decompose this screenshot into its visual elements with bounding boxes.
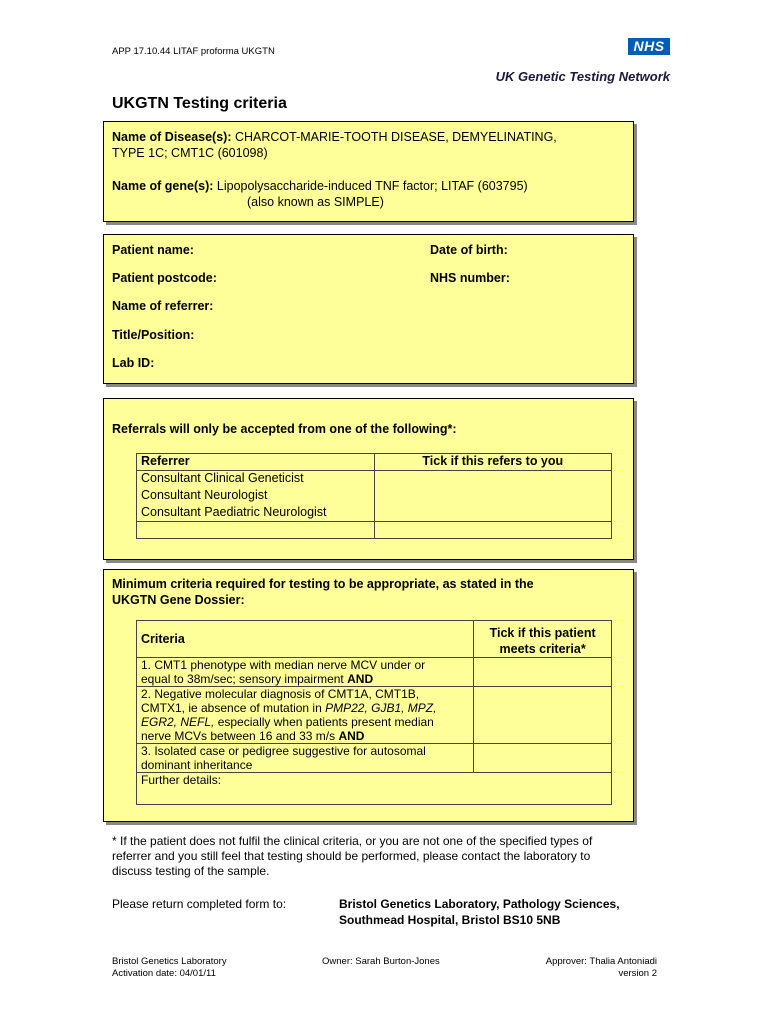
criterion-1 (137, 658, 474, 687)
table-row (137, 488, 612, 505)
network-name: UK Genetic Testing Network (495, 69, 670, 84)
disease-value-line-2: TYPE 1C; CMT1C (601098) (112, 146, 268, 160)
table-row (137, 744, 612, 773)
gene-label: Name of gene(s): (112, 179, 214, 193)
referrer-paediatric-neurologist: Consultant Paediatric Neurologist (137, 505, 375, 522)
note-line-1: * If the patient does not fulfil the clinical criteria, or you are not one of the specified types of (112, 834, 593, 848)
gene-line (112, 179, 528, 194)
criterion-2-line-3: EGR2, NEFL, especially when patients present median (141, 715, 434, 729)
criteria-heading-line-2: UKGTN Gene Dossier: (112, 593, 245, 607)
tick-column-header: Tick if this refers to you (374, 454, 611, 471)
tick-header-line-1: Tick if this patient (489, 626, 596, 640)
tick-cell-blank-row[interactable] (374, 522, 611, 539)
criteria-box (103, 569, 634, 822)
table-header-row (137, 454, 612, 471)
disease-label: Name of Disease(s): (112, 130, 232, 144)
table-header-row (137, 621, 612, 658)
criterion-1-line-1: 1. CMT1 phenotype with median nerve MCV under or (141, 658, 426, 672)
table-row (137, 773, 612, 805)
return-address-line-2: Southmead Hospital, Bristol BS10 5NB (339, 913, 561, 927)
referrer-table (136, 453, 612, 539)
tick-cell-criterion-2[interactable] (474, 687, 612, 744)
referrer-name-field[interactable]: Name of referrer: (112, 299, 214, 313)
and-connector: AND (338, 729, 365, 743)
nhs-number-field[interactable]: NHS number: (430, 271, 510, 285)
criterion-2-line-1: 2. Negative molecular diagnosis of CMT1A, CMT1B, (141, 687, 420, 701)
tick-cell-criterion-1[interactable] (474, 658, 612, 687)
tick-cell-paediatric-neurologist[interactable] (374, 505, 611, 522)
referrals-box (103, 398, 634, 560)
patient-postcode-field[interactable]: Patient postcode: (112, 271, 217, 285)
criterion-2 (137, 687, 474, 744)
footer-owner: Owner: Sarah Burton-Jones (322, 956, 440, 967)
table-row (137, 658, 612, 687)
referrer-clinical-geneticist: Consultant Clinical Geneticist (137, 471, 375, 488)
further-details-field[interactable]: Further details: (137, 773, 612, 805)
footer-lab: Bristol Genetics Laboratory (112, 956, 227, 967)
criteria-column-header: Criteria (137, 621, 474, 658)
footer-activation-date: Activation date: 04/01/11 (112, 968, 216, 979)
referrer-blank-row (137, 522, 375, 539)
return-address-line-1: Bristol Genetics Laboratory, Pathology Sciences, (339, 897, 620, 911)
lab-id-field[interactable]: Lab ID: (112, 356, 155, 370)
date-of-birth-field[interactable]: Date of birth: (430, 243, 508, 257)
patient-details-box (103, 234, 634, 384)
criteria-table (136, 620, 612, 805)
note-line-3: discuss testing of the sample. (112, 864, 270, 878)
referrals-heading: Referrals will only be accepted from one of the following*: (112, 422, 457, 436)
table-row (137, 522, 612, 539)
table-row (137, 687, 612, 744)
referrer-column-header: Referrer (137, 454, 375, 471)
nhs-logo: NHS (628, 38, 670, 55)
page-title: UKGTN Testing criteria (112, 95, 287, 112)
tick-header-line-2: meets criteria* (499, 642, 586, 656)
table-row (137, 471, 612, 488)
criterion-2-line-4: nerve MCVs between 16 and 33 m/s AND (141, 729, 365, 743)
footer-version: version 2 (618, 968, 657, 979)
disease-line-1 (112, 130, 557, 145)
note-line-2: referrer and you still feel that testing should be performed, please contact the laboratory to (112, 849, 591, 863)
tick-cell-criterion-3[interactable] (474, 744, 612, 773)
criterion-3 (137, 744, 474, 773)
criteria-heading-line-1: Minimum criteria required for testing to be appropriate, as stated in the (112, 577, 534, 591)
gene-aka: (also known as SIMPLE) (247, 195, 384, 209)
footer-approver: Approver: Thalia Antoniadi (545, 956, 657, 967)
criterion-3-line-2: dominant inheritance (141, 758, 253, 772)
patient-name-field[interactable]: Patient name: (112, 243, 194, 257)
title-position-field[interactable]: Title/Position: (112, 328, 195, 342)
criterion-3-line-1: 3. Isolated case or pedigree suggestive for autosomal (141, 744, 426, 758)
gene-value: Lipopolysaccharide-induced TNF factor; LITAF (603795) (216, 179, 528, 193)
tick-cell-neurologist[interactable] (374, 488, 611, 505)
disease-gene-box (103, 121, 634, 222)
and-connector: AND (347, 672, 374, 686)
disease-value: CHARCOT-MARIE-TOOTH DISEASE, DEMYELINATING, (234, 130, 557, 144)
criterion-1-line-2: equal to 38m/sec; sensory impairment AND (141, 672, 374, 686)
criterion-2-line-2: CMTX1, ie absence of mutation in PMP22, GJB1, MPZ, (141, 701, 437, 715)
tick-criteria-column-header (474, 621, 612, 658)
table-row (137, 505, 612, 522)
referrer-neurologist: Consultant Neurologist (137, 488, 375, 505)
tick-cell-clinical-geneticist[interactable] (374, 471, 611, 488)
document-reference: APP 17.10.44 LITAF proforma UKGTN (112, 46, 275, 57)
return-label: Please return completed form to: (112, 897, 287, 911)
